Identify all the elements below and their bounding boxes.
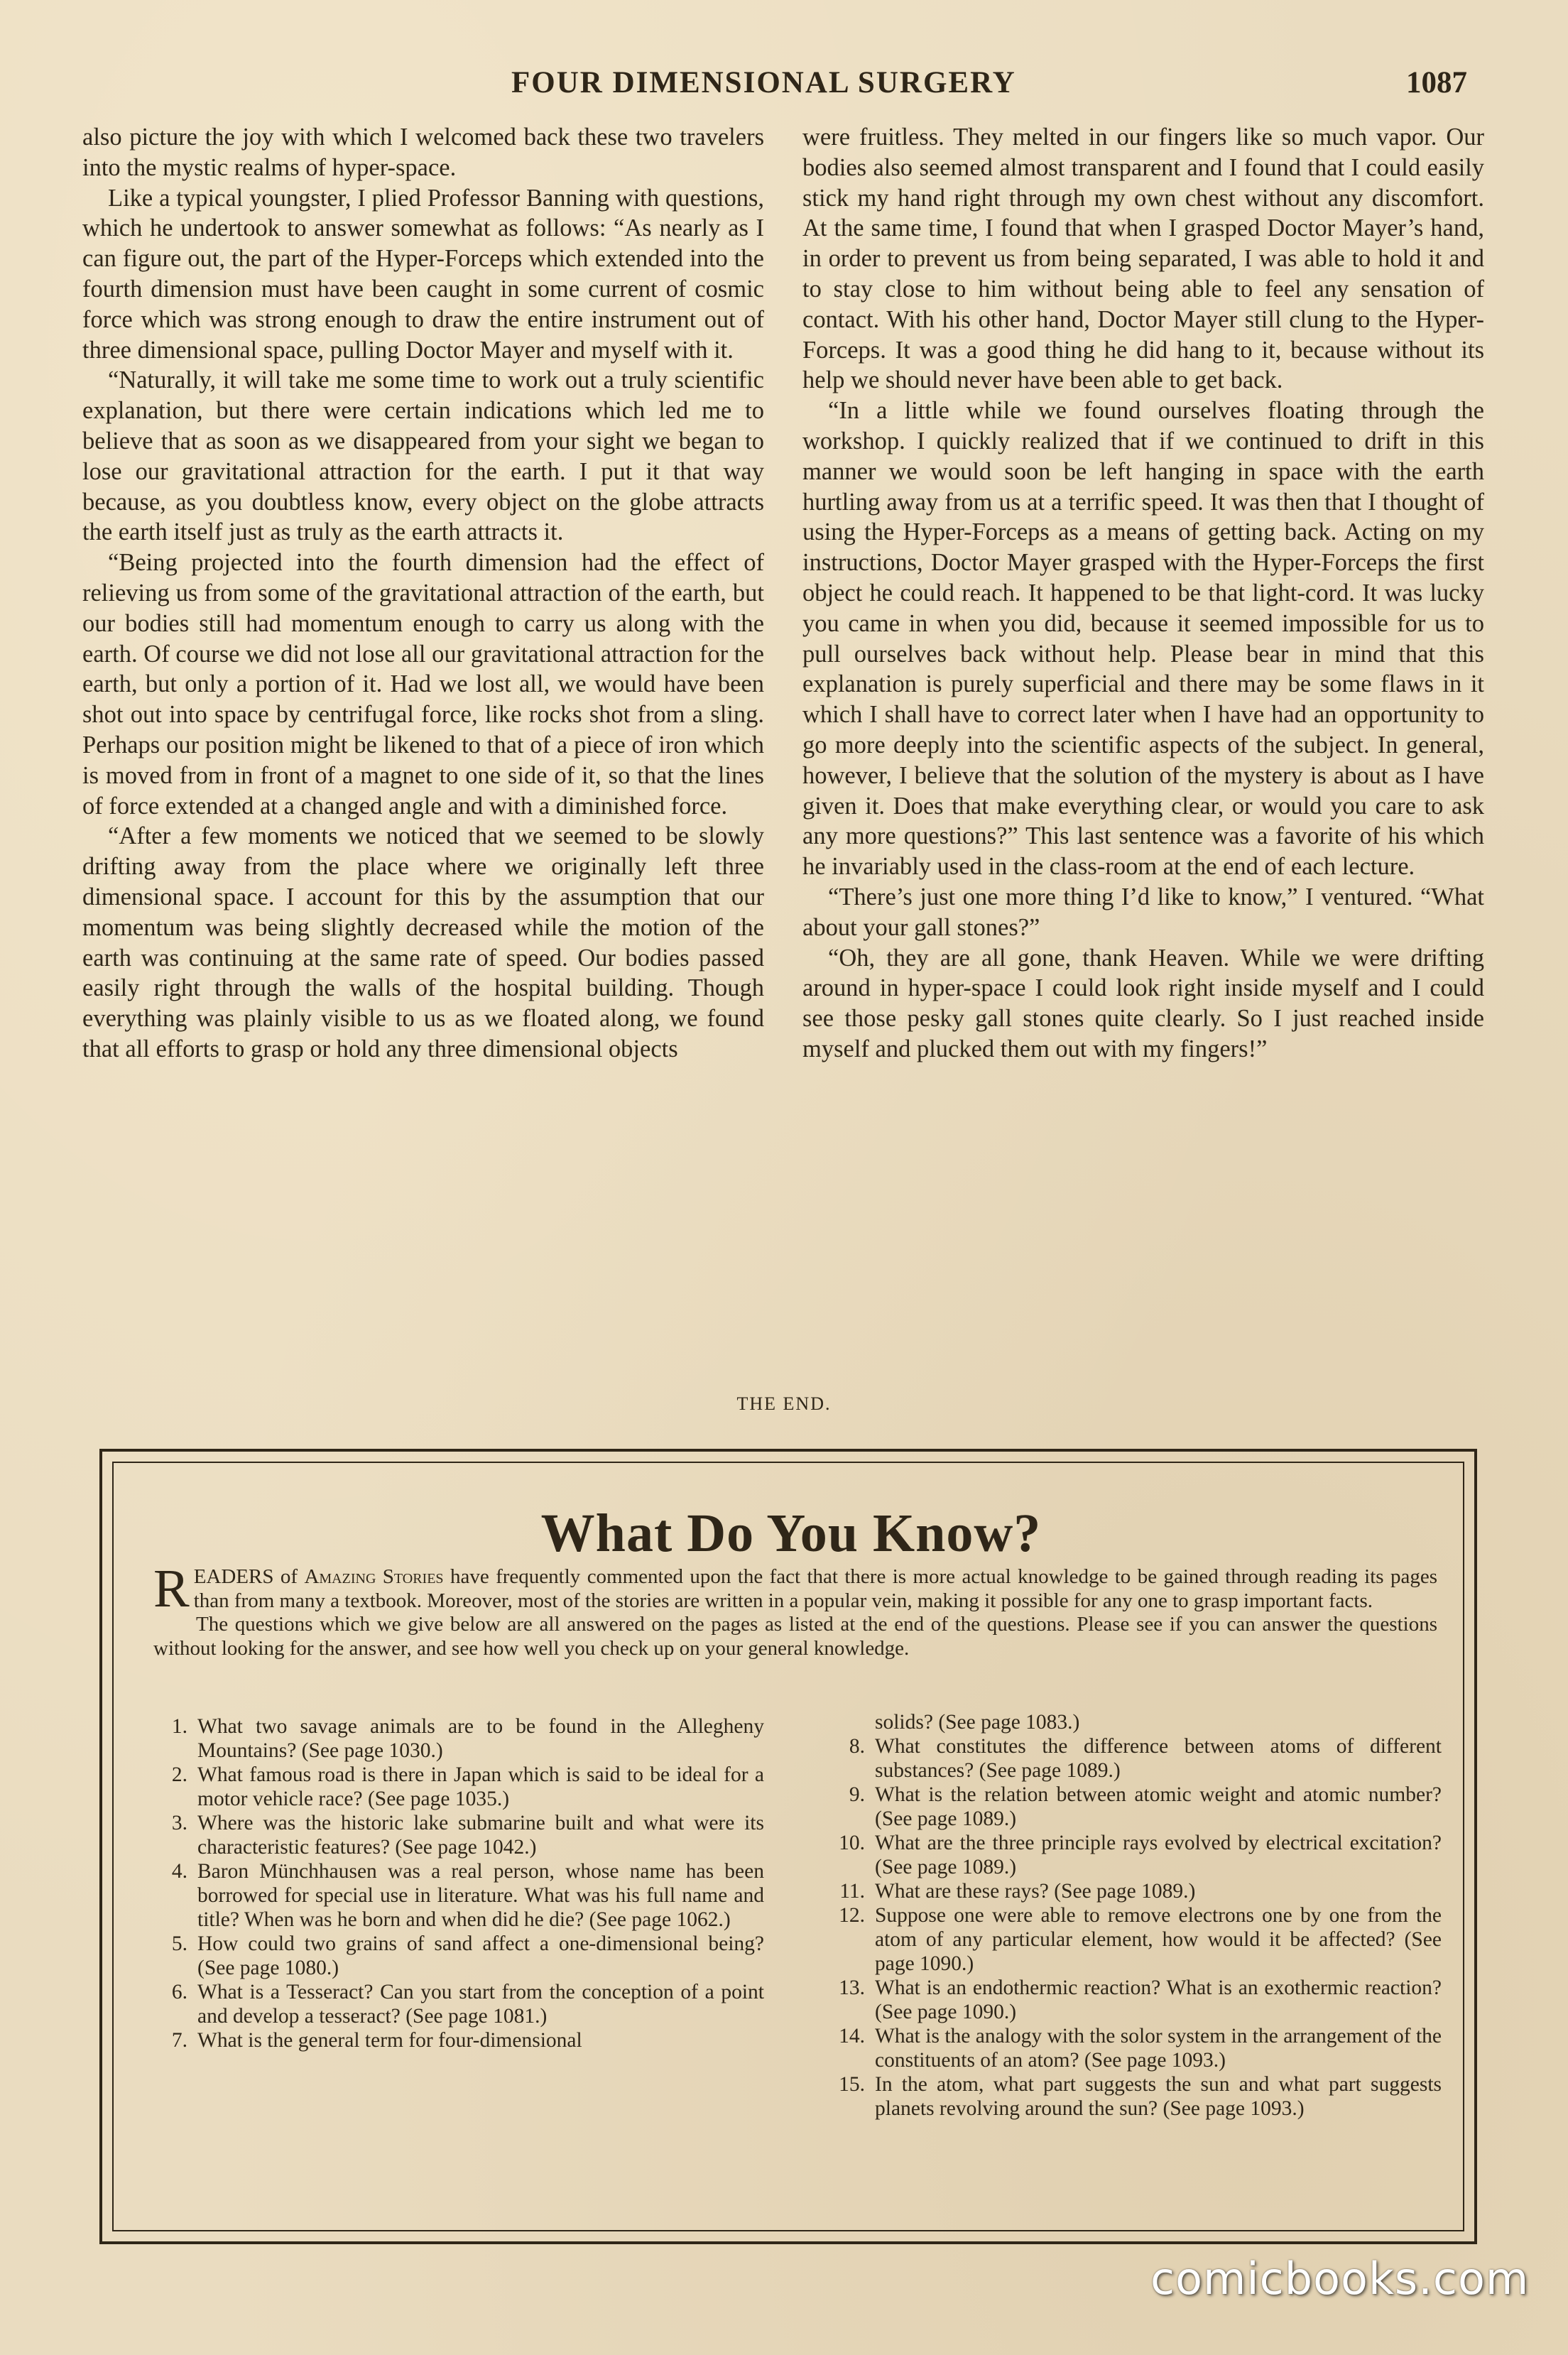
question-number: 1. xyxy=(171,1715,187,1738)
question-continuation: solids? (See page 1083.) xyxy=(875,1711,1080,1734)
question-item xyxy=(831,2072,1442,2121)
question-item xyxy=(831,1976,1442,2024)
quiz-intro-paragraph: The questions which we give below are all answered on the pages as listed at the end of the questions. Please see if you can answer the questions without looking for the answer, and see how well you check up on your general knowledge. xyxy=(153,1613,1437,1660)
question-item xyxy=(831,2024,1442,2072)
quiz-title: What Do You Know? xyxy=(540,1503,1042,1563)
magazine-name: Amazing Stories xyxy=(304,1565,444,1588)
page-header xyxy=(0,65,1568,108)
paragraph: “In a little while we found ourselves floating through the workshop. I quickly realized that if we continued to drift in this manner we would soon be left hanging in space with the earth hurtling away from us at a terrific speed. It was then that I thought of using the Hyper-Forceps as a means of getting back. Acting on my instructions, Doctor Mayer grasped with the Hyper-Forceps the first object he could reach. It happened to be that light-cord. It was lucky you came in when you did, because it seemed impossible for us to pull ourselves back without help. Please bear in mind that this explanation is purely superficial and there may be some flaws in it which I shall have to correct later when I have had an opportunity to go more deeply into the scientific aspects of the subject. In general, however, I believe that the solution of the mystery is about as I have given it. Does that make everything clear, or would you care to ask any more questions?” This last sentence was a favorite of his which he invariably used in the class-room at the end of each lecture. xyxy=(802,397,1484,881)
question-item xyxy=(153,2028,764,2052)
question-item xyxy=(831,1734,1442,1783)
quiz-intro xyxy=(153,1559,1437,1660)
question-text: What constitutes the difference between atoms of different substances? (See page 1089.) xyxy=(875,1735,1442,1782)
question-item xyxy=(153,1811,764,1859)
paragraph: “After a few moments we noticed that we seemed to be slowly drifting away from the place where we originally left three dimensional space. I account for this by the assumption that our momentum was being slightly decreased while the motion of the earth was continuing at the same rate of speed. Our bodies passed easily right through the walls of the hospital building. Though everything was plainly visible to us as we floated along, we found that all efforts to grasp or hold any three dimensional objects xyxy=(82,822,764,1062)
question-number: 12. xyxy=(839,1904,865,1927)
question-text: Suppose one were able to remove electrons one by one from the atom of any particular element, how would it be affected? (See page 1090.) xyxy=(875,1904,1442,1975)
paragraph: also picture the joy with which I welcomed back these two travelers into the mystic realms of hyper-space. xyxy=(82,124,764,181)
intro-text: have frequently commented upon the fact that there is more actual knowledge to be gained through reading its pages than from many a textbook. Moreover, most of the stories are written in a popular vein, making it possible for any one to grasp important facts. xyxy=(193,1565,1437,1612)
question-number: 3. xyxy=(171,1812,187,1834)
question-item xyxy=(831,1783,1442,1831)
question-text: What are these rays? (See page 1089.) xyxy=(875,1880,1196,1903)
question-text: Baron Münchhausen was a real person, whose name has been borrowed for special use in literature. What was his full name and title? When was he born and when did he die? (See page 1062.) xyxy=(197,1860,764,1931)
article-column-right xyxy=(802,122,1484,1065)
the-end-label: THE END. xyxy=(736,1393,832,1414)
paragraph: Like a typical youngster, I plied Professor Banning with questions, which he undertook to answer somewhat as follows: “As nearly as I can figure out, the part of the Hyper-Forceps which extended into the fourth dimension must have been caught in some current of cosmic force which was strong enough to draw the entire instrument out of three dimensional space, pulling Doctor Mayer and myself with it. xyxy=(82,184,764,364)
question-text: What is a Tesseract? Can you start from the conception of a point and develop a tesseract? (See page 1081.) xyxy=(197,1981,764,2028)
question-text: What is the analogy with the solor system in the arrangement of the constituents of an atom? (See page 1093.) xyxy=(875,2025,1442,2072)
paragraph: “Naturally, it will take me some time to work out a truly scientific explanation, but there were certain indications which led me to believe that as soon as we disappeared from your sight we began to lose our gravitational attraction for the earth. I put it that way because, as you doubtless know, every object on the globe attracts the earth itself just as truly as the earth attracts it. xyxy=(82,366,764,546)
question-number: 15. xyxy=(839,2073,865,2096)
question-number: 14. xyxy=(839,2025,865,2047)
question-number: 7. xyxy=(171,2029,187,2052)
question-item xyxy=(831,1879,1442,1903)
question-number: 5. xyxy=(171,1932,187,1955)
question-item xyxy=(153,1859,764,1932)
question-item xyxy=(153,1714,764,1763)
question-text: How could two grains of sand affect a one-dimensional being? (See page 1080.) xyxy=(197,1932,764,1979)
question-text: What famous road is there in Japan which is said to be ideal for a motor vehicle race? (See page 1035.) xyxy=(197,1763,764,1810)
question-item xyxy=(153,1932,764,1980)
question-number: 11. xyxy=(839,1880,865,1903)
question-number: 6. xyxy=(171,1981,187,2003)
quiz-intro-paragraph xyxy=(153,1559,1437,1619)
questions-left xyxy=(153,1714,764,2052)
question-number: 4. xyxy=(171,1860,187,1883)
question-text: What are the three principle rays evolved by electrical excitation? (See page 1089.) xyxy=(875,1832,1442,1878)
intro-text: EADERS of xyxy=(193,1565,305,1588)
question-item xyxy=(831,1903,1442,1976)
page-number: 1087 xyxy=(1406,66,1467,99)
site-watermark: comicbooks.com xyxy=(1150,2253,1530,2305)
quiz-box xyxy=(99,1449,1477,2244)
question-number: 13. xyxy=(839,1976,865,1999)
questions-right xyxy=(831,1710,1442,2121)
question-text: Where was the historic lake submarine built and what were its characteristic features? (See page 1042.) xyxy=(197,1812,764,1859)
question-item xyxy=(153,1763,764,1811)
drop-cap: R xyxy=(153,1559,190,1619)
question-number: 2. xyxy=(171,1763,187,1786)
question-text: What is the general term for four-dimensional xyxy=(197,2029,582,2052)
question-text: What two savage animals are to be found in the Allegheny Mountains? (See page 1030.) xyxy=(197,1715,764,1762)
question-text: What is an endothermic reaction? What is an exothermic reaction? (See page 1090.) xyxy=(875,1976,1442,2023)
question-text: What is the relation between atomic weight and atomic number? (See page 1089.) xyxy=(875,1783,1442,1830)
question-item xyxy=(831,1831,1442,1879)
article-column-left xyxy=(82,122,764,1065)
paragraph: were fruitless. They melted in our fingers like so much vapor. Our bodies also seemed almost transparent and I found that I could easily stick my hand right through my own chest without any discomfort. At the same time, I found that when I grasped Doctor Mayer’s hand, in order to prevent us from being separated, I was able to hold it and to stay close to him without being able to feel any sensation of contact. With his other hand, Doctor Mayer still clung to the Hyper-Forceps. It was a good thing he did hang to it, because without its help we should never have been able to get back. xyxy=(802,124,1484,394)
running-title: FOUR DIMENSIONAL SURGERY xyxy=(511,66,1016,99)
paragraph: “Being projected into the fourth dimension had the effect of relieving us from some of the gravitational attraction of the earth, but our bodies still had momentum enough to carry us along with the earth. Of course we did not lose all our gravitational attraction for the earth, but only a portion of it. Had we lost all, we would have been shot out into space by centrifugal force, like rocks shot from a sling. Perhaps our position might be likened to that of a piece of iron which is moved from in front of a magnet to one side of it, so that the lines of force extended at a changed angle and with a diminished force. xyxy=(82,549,764,820)
question-item xyxy=(153,1980,764,2028)
question-number: 8. xyxy=(849,1735,865,1758)
question-number: 10. xyxy=(839,1832,865,1854)
question-text: In the atom, what part suggests the sun and what part suggests planets revolving around the sun? (See page 1093.) xyxy=(875,2073,1442,2120)
paragraph: “There’s just one more thing I’d like to know,” I ventured. “What about your gall stones?” xyxy=(802,883,1484,941)
question-number: 9. xyxy=(849,1783,865,1806)
paragraph: “Oh, they are all gone, thank Heaven. While we were drifting around in hyper-space I could look right inside myself and I could see those pesky gall stones quite clearly. So I just reached inside myself and plucked them out with my fingers!” xyxy=(802,944,1484,1062)
